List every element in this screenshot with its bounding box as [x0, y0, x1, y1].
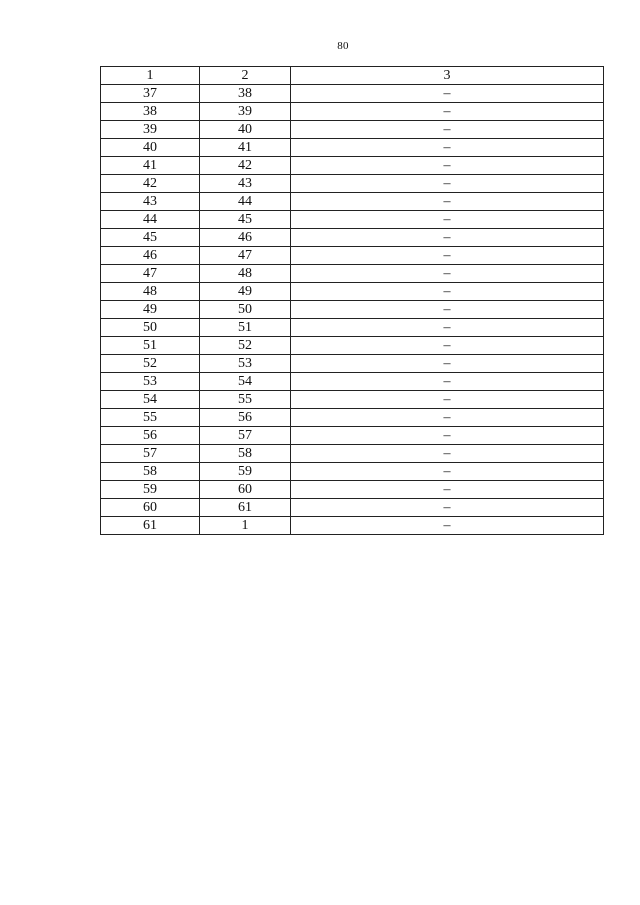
table-cell-col-2: 47: [200, 247, 291, 265]
table-row: [101, 193, 604, 211]
table-cell-col-1: 54: [101, 391, 200, 409]
table-cell-col-3: –: [291, 427, 604, 445]
table-row: [101, 247, 604, 265]
table-cell-col-1: 41: [101, 157, 200, 175]
table-cell-col-1: 42: [101, 175, 200, 193]
table-cell-col-2: 46: [200, 229, 291, 247]
table-cell-col-2: 51: [200, 319, 291, 337]
table-row: [101, 211, 604, 229]
table-cell-col-2: 39: [200, 103, 291, 121]
table-cell-col-3: –: [291, 193, 604, 211]
table-cell-col-1: 59: [101, 481, 200, 499]
table-row: [101, 445, 604, 463]
table-row: [101, 427, 604, 445]
table-cell-col-3: –: [291, 211, 604, 229]
table-cell-col-1: 43: [101, 193, 200, 211]
table-row: [101, 337, 604, 355]
table-row: [101, 85, 604, 103]
table-cell-col-1: 51: [101, 337, 200, 355]
table-cell-col-2: 56: [200, 409, 291, 427]
table-cell-col-2: 50: [200, 301, 291, 319]
table-row: [101, 355, 604, 373]
table-cell-col-2: 49: [200, 283, 291, 301]
table-row: [101, 391, 604, 409]
table-row: [101, 229, 604, 247]
table-cell-col-2: 55: [200, 391, 291, 409]
table-cell-col-2: 59: [200, 463, 291, 481]
table-cell-col-3: –: [291, 121, 604, 139]
table-cell-col-3: –: [291, 409, 604, 427]
table-cell-col-1: 60: [101, 499, 200, 517]
table-row: [101, 265, 604, 283]
table-cell-col-1: 47: [101, 265, 200, 283]
page-number: 80: [337, 40, 349, 52]
table-cell-col-3: –: [291, 481, 604, 499]
table-cell-col-1: 48: [101, 283, 200, 301]
table-row: [101, 517, 604, 535]
table-cell-col-1: 37: [101, 85, 200, 103]
data-table: [100, 66, 604, 535]
column-header-3: 3: [291, 67, 604, 85]
table-cell-col-2: 41: [200, 139, 291, 157]
table-cell-col-1: 58: [101, 463, 200, 481]
table-cell-col-3: –: [291, 139, 604, 157]
column-header-2: 2: [200, 67, 291, 85]
table-cell-col-1: 40: [101, 139, 200, 157]
table-cell-col-3: –: [291, 319, 604, 337]
table-row: [101, 301, 604, 319]
column-header-1: 1: [101, 67, 200, 85]
table-cell-col-3: –: [291, 463, 604, 481]
table-cell-col-3: –: [291, 373, 604, 391]
table-cell-col-1: 44: [101, 211, 200, 229]
table-cell-col-2: 42: [200, 157, 291, 175]
table-header-row: [101, 67, 604, 85]
table-cell-col-3: –: [291, 337, 604, 355]
table-cell-col-3: –: [291, 391, 604, 409]
table-cell-col-3: –: [291, 445, 604, 463]
table-cell-col-2: 54: [200, 373, 291, 391]
table-cell-col-2: 44: [200, 193, 291, 211]
table-cell-col-3: –: [291, 283, 604, 301]
table-cell-col-3: –: [291, 355, 604, 373]
table-cell-col-1: 55: [101, 409, 200, 427]
table-cell-col-2: 38: [200, 85, 291, 103]
table-row: [101, 499, 604, 517]
table-cell-col-3: –: [291, 229, 604, 247]
table-cell-col-2: 43: [200, 175, 291, 193]
table-cell-col-1: 46: [101, 247, 200, 265]
table-cell-col-1: 50: [101, 319, 200, 337]
table-row: [101, 175, 604, 193]
table-cell-col-2: 61: [200, 499, 291, 517]
table-cell-col-1: 57: [101, 445, 200, 463]
table-cell-col-1: 56: [101, 427, 200, 445]
table-cell-col-3: –: [291, 517, 604, 535]
table-cell-col-1: 53: [101, 373, 200, 391]
table-cell-col-2: 58: [200, 445, 291, 463]
table-cell-col-2: 57: [200, 427, 291, 445]
table-cell-col-2: 1: [200, 517, 291, 535]
table-cell-col-1: 38: [101, 103, 200, 121]
table-cell-col-3: –: [291, 499, 604, 517]
table-cell-col-3: –: [291, 157, 604, 175]
table-cell-col-2: 60: [200, 481, 291, 499]
table-cell-col-1: 49: [101, 301, 200, 319]
table-cell-col-2: 48: [200, 265, 291, 283]
table-row: [101, 121, 604, 139]
table-row: [101, 463, 604, 481]
table-cell-col-2: 53: [200, 355, 291, 373]
table-row: [101, 103, 604, 121]
table-cell-col-2: 40: [200, 121, 291, 139]
table-row: [101, 139, 604, 157]
table-cell-col-3: –: [291, 103, 604, 121]
table-cell-col-1: 45: [101, 229, 200, 247]
table-cell-col-3: –: [291, 85, 604, 103]
table-cell-col-1: 52: [101, 355, 200, 373]
table-cell-col-3: –: [291, 265, 604, 283]
table-row: [101, 319, 604, 337]
table-cell-col-3: –: [291, 301, 604, 319]
table-row: [101, 157, 604, 175]
table-row: [101, 409, 604, 427]
table-row: [101, 481, 604, 499]
table-cell-col-1: 61: [101, 517, 200, 535]
table-body: [101, 85, 604, 535]
table-cell-col-2: 45: [200, 211, 291, 229]
table-cell-col-1: 39: [101, 121, 200, 139]
table-row: [101, 373, 604, 391]
table-cell-col-3: –: [291, 175, 604, 193]
table-row: [101, 283, 604, 301]
table-cell-col-2: 52: [200, 337, 291, 355]
table-cell-col-3: –: [291, 247, 604, 265]
